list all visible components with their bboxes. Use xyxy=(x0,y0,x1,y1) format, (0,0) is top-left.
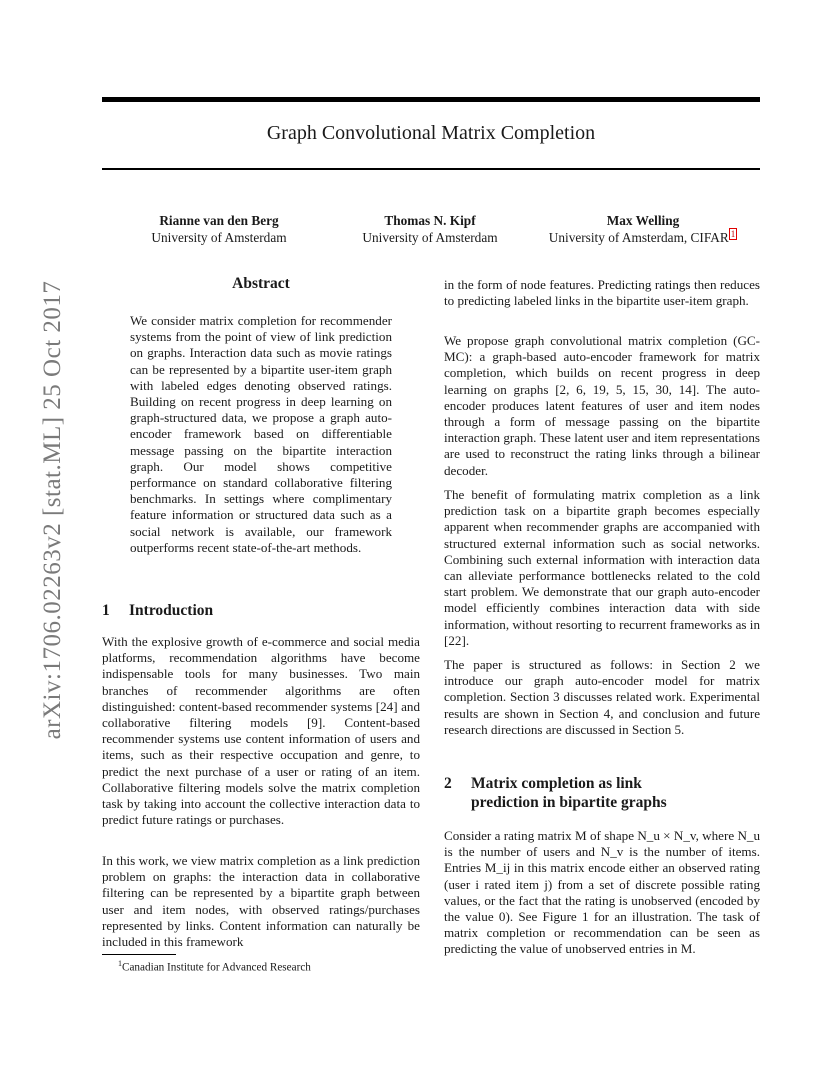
section-2-paragraph-1: Consider a rating matrix M of shape N_u × N_v, where N_u is the number of users and N_v is the number of items. Entries M_ij in this matrix encode either an observed rating (user i rated item j) from a set of discrete possible rating values, or the fact that the rating is unobserved (encoded by the value 0). See Figure 1 for an illustration. The task of matrix completion or recommendation can be seen as predicting the value of unobserved entries in M. xyxy=(444,828,760,957)
author-name: Max Welling xyxy=(606,213,680,228)
footnote-text: Canadian Institute for Advanced Research xyxy=(122,961,311,974)
right-paragraph-2: We propose graph convolutional matrix completion (GC-MC): a graph-based auto-encoder framework for matrix completion, which builds on recent progress in deep learning on graphs [2, 6, 19, 5, 15, 30, 14]. The auto-encoder produces latent features of user and item nodes through a form of message passing on the bipartite interaction graph. These latent user and item representations are used to reconstruct the rating links through a bilinear decoder. xyxy=(444,333,760,478)
footnote xyxy=(118,959,311,974)
footnote-mark: 1 xyxy=(118,959,122,968)
abstract-text: We consider matrix completion for recommender systems from the point of view of link prediction on graphs. Interaction data such as movie ratings can be represented by a bipartite user-item graph with labeled edges denoting observed ratings. Building on recent progress in deep learning on graph-structured data, we propose a graph auto-encoder framework based on differentiable message passing on the bipartite interaction graph. Our model shows competitive performance on standard collaborative filtering benchmarks. In settings where complimentary feature information or structured data such as a social network is available, our framework outperforms recent state-of-the-art methods. xyxy=(130,313,392,555)
author-affiliation: University of Amsterdam, CIFAR xyxy=(548,230,729,245)
section-title xyxy=(471,774,667,812)
author-2 xyxy=(340,212,520,246)
footnote-rule xyxy=(102,954,176,955)
right-paragraph-1: in the form of node features. Predicting ratings then reduces to predicting labeled links in the bipartite user-item graph. xyxy=(444,277,760,309)
section-number: 1 xyxy=(102,602,110,619)
section-2-heading xyxy=(444,774,667,812)
author-name: Rianne van den Berg xyxy=(159,213,279,228)
author-affiliation: University of Amsterdam xyxy=(151,230,287,245)
top-rule xyxy=(102,97,760,102)
author-3 xyxy=(530,212,756,246)
author-name: Thomas N. Kipf xyxy=(384,213,476,228)
intro-paragraph-2: In this work, we view matrix completion as a link prediction problem on graphs: the interaction data in collaborative filtering can be represented by a bipartite graph between user and item nodes, with observed ratings/purchases represented by links. Content information can naturally be included in this framework xyxy=(102,853,420,950)
paper-title: Graph Convolutional Matrix Completion xyxy=(266,122,596,144)
title-bottom-rule xyxy=(102,168,760,170)
abstract-heading: Abstract xyxy=(232,275,290,292)
section-1-heading xyxy=(102,601,213,620)
footnote-link[interactable]: 1 xyxy=(730,228,736,239)
author-affiliation: University of Amsterdam xyxy=(362,230,498,245)
author-1 xyxy=(130,212,308,246)
section-title-line-2: prediction in bipartite graphs xyxy=(471,794,667,811)
section-title-line-1: Matrix completion as link xyxy=(471,775,642,792)
right-paragraph-3: The benefit of formulating matrix completion as a link prediction task on a bipartite graph becomes especially apparent when recommender graphs are accompanied with structured external information such as social networks. Combining such external information with interaction data can alleviate performance bottlenecks related to the cold start problem. We demonstrate that our graph auto-encoder model efficiently combines interaction data with side information, without resorting to recurrent frameworks as in [22]. xyxy=(444,487,760,648)
right-paragraph-4: The paper is structured as follows: in Section 2 we introduce our graph auto-encoder model for matrix completion. Section 3 discusses related work. Experimental results are shown in Section 4, and conclusion and future research directions are discussed in Section 5. xyxy=(444,657,760,737)
section-number: 2 xyxy=(444,775,452,792)
section-title: Introduction xyxy=(129,602,214,619)
arxiv-watermark: arXiv:1706.02263v2 [stat.ML] 25 Oct 2017 xyxy=(39,280,66,740)
intro-paragraph-1: With the explosive growth of e-commerce and social media platforms, recommendation algorithms have become indispensable tools for many businesses. Two main branches of recommender algorithms are often distinguished: content-based recommender systems [24] and collaborative filtering models [9]. Content-based recommender systems use content information of users and items, such as their respective occupation and genre, to predict the next purchase of a user or rating of an item. Collaborative filtering models solve the matrix completion task by taking into account the collective interaction data to predict future ratings or purchases. xyxy=(102,634,420,828)
